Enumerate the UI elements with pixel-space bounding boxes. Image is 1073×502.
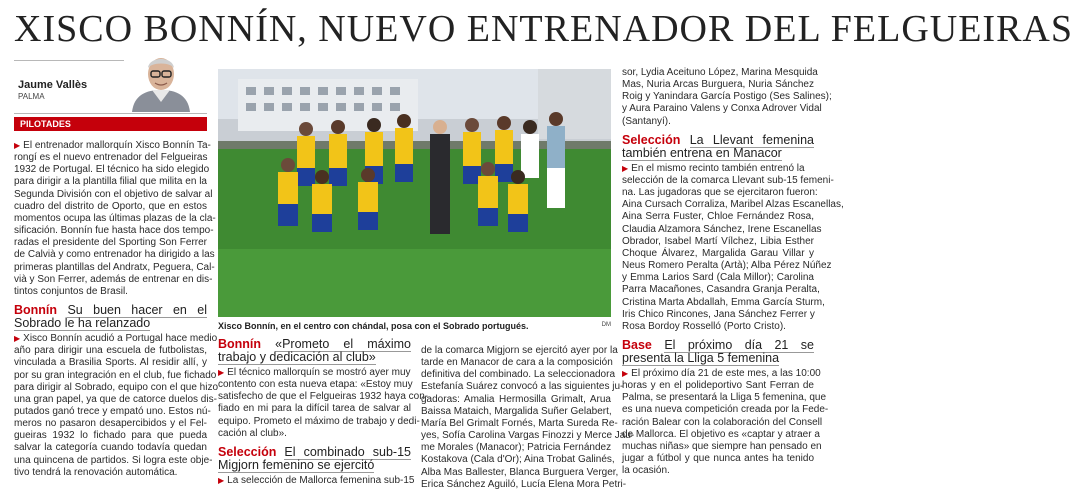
text-line: momentos ocupa las últimas plazas de la cla- [14,212,216,224]
text-line: y Emma Larios Sard (Cala Millor); Carolina [622,272,814,284]
text-line: vinculada a Brasilia Sports. Al residir allí, y [14,357,207,369]
text-line: Estefanía Suárez convocó a las siguientes ju- [421,381,624,393]
text-line: putados ganó trece y empató uno. Estos nú- [14,405,211,417]
body-paragraph [622,67,832,128]
text-line: Baissa Mataich, Margalida Suñer Gelabert, [421,405,612,417]
text-line: Obrador, Isabel Martí Vílchez, Libia Esther [622,235,814,247]
bullet-triangle-icon: ▶ [14,141,21,150]
subheading: Selección La Llevant femenina también entrena en Manacor [622,132,814,160]
bullet-triangle-icon: ▶ [218,475,225,485]
text-line: Aina Serra Fuster, Chloe Fernández Rosa, [622,211,814,223]
column-1 [14,140,219,479]
text-line: satisfecho de que el Felgueiras 1932 haya con- [218,391,429,403]
text-line: Parra Macañones, Casandra Granja Peralta, [622,284,820,296]
text-line: Segunda División con el objetivo de salvar al [14,188,213,200]
text-line: Aina Cursach Corraliza, Maribel Alzas Escanellas, [622,199,844,211]
text-line: primeras plantillas del Andratx, Peguera, Cal- [14,261,215,273]
text-line: radas el presidente del Sporting Son Ferrer [14,237,207,249]
text-line: selección de la comarca Llevant sub-15 femeni- [622,174,834,186]
text-line: salvar la categoría cuando todavía quedan [14,442,207,454]
subheading: Bonnín «Prometo el máximo trabajo y dedicación al club» [218,337,411,364]
text-line: El técnico mallorquín se mostró ayer muy [227,367,411,378]
author-location: PALMA [18,92,45,101]
text-line: vià y Son Ferrer, además de entrenar en dis- [14,273,213,285]
text-line: El entrenador mallorquín Xisco Bonnín Ta- [23,140,211,151]
text-line: El próximo día 21 de este mes, a las 10:00 [631,367,821,379]
text-line: jugar a fútbol y que nunca antes ha tenido [622,453,814,465]
bullet-triangle-icon: ▶ [622,368,629,378]
text-line: gueiras 1932 lo fichado para que pueda [14,430,207,442]
text-line: tivo tendrá la renovación automática. [14,466,178,478]
text-line: na. Las jugadoras que se ejercitaron fueron: [622,187,818,199]
text-line: La selección de Mallorca femenina sub-15 [227,474,415,486]
text-line: muchas niñas» que siempre han pensado en [622,440,822,452]
photo-caption: Xisco Bonnín, en el centro con chándal, posa con el Sobrado portugués. [218,321,529,331]
text-line: meros no pasaron desapercibidos y el Fel- [14,418,207,430]
text-line: definitiva del combinado. La seleccionadora [421,369,616,381]
text-line: una gran papel, ya que de catorce duelos dis- [14,393,217,405]
subheading: Bonnín Su buen hacer en el Sobrado le ha relanzado [14,303,207,331]
text-line: ración Balear con la colaboración del Consell [622,416,823,428]
text-line: una quincena de partidos. Si logra este obje- [14,454,213,466]
intro-paragraph [14,140,216,298]
text-line: yes, Sofía Carolina Vargas Finozzi y Merce Jau- [421,430,635,442]
text-line: tintos conjuntos de Brasil. [14,285,128,297]
text-line: de la comarca Migjorn se ejercitó ayer por la [421,345,618,356]
text-line: Mas, Nuria Arcas Burguera, Nuria Sánchez [622,79,814,91]
text-line: sor, Lydia Aceituno López, Marina Mesquida [622,67,818,78]
text-line: Iris Chico Rincones, Jana Sánchez Ferrer y [622,308,815,320]
text-line: me Morales (Manacor); Patricia Fernández [421,442,612,454]
text-line: de Mallorca. El objetivo es «captar y atraer a [622,428,820,440]
bullet-triangle-icon: ▶ [218,368,225,377]
text-line: para dirigir a la plantilla filial que milita en la [14,176,207,188]
text-line: cación al club». [218,427,287,439]
subheading: Selección El combinado sub-15 Migjorn femenino se ejercitó [218,444,411,472]
text-line: Roig y Yanindara García Postigo (Ses Salines); [622,91,832,103]
text-line: cuadro del distrito de Oporto, que en estos [14,200,207,212]
text-line: fiado en mi para la difícil tarea de salvar al [218,403,411,415]
text-line: 1932 de Portugal. El técnico ha sido elegido [14,164,210,176]
text-line: sificación. Bonnín fue hasta hace dos tempo- [14,225,214,237]
body-paragraph [218,474,415,487]
text-line: año para dirigir una escuela de futbolistas, [14,345,207,357]
text-line: por su gran integración en el club, fue fichado [14,369,217,381]
bullet-triangle-icon: ▶ [14,334,21,344]
team-photo [218,69,611,317]
text-line: Erica Sánchez Aguiló, Lucía Elena Mora Petri- [421,478,627,490]
text-line: Claudia Alzamora Sánchez, Irene Escanellas [622,223,822,235]
text-line: Xisco Bonnín acudió a Portugal hace medio [23,333,218,345]
text-line: rongí es el nuevo entrenador del Felgueiras [14,152,208,164]
text-line: equipo. Prometo el máximo de trabajo y dedi- [218,415,420,427]
text-line: Rosa Bordoy Rosselló (Porto Cristo). [622,320,786,332]
body-paragraph [421,345,635,491]
text-line: para dirigir al Sobrado, equipo con el que hizo [14,381,219,393]
text-line: Choque Álvarez, Margalida Garau Villar y [622,247,814,259]
text-line: (Santanyí). [622,115,671,127]
author-name: Jaume Vallès [18,79,88,91]
text-line: horas y en el polideportivo Sant Ferran de [622,380,814,392]
divider [14,113,207,114]
text-line: contento con esta nueva etapa: «Estoy muy [218,379,413,391]
text-line: gadoras: Amalia Hermosilla Grimalt, Arua [421,393,611,405]
text-line: Palma, se presentará la Lliga 5 femenina, que [622,392,827,404]
section-label: PILOTADES [14,117,207,131]
author-photo [124,50,198,112]
text-line: Cristina Marta Abdallah, Emma García Sturm, [622,296,825,308]
text-line: de Calvià y como entrenador ha dirigido a las [14,249,215,261]
text-line: Kostakova (Cala d'Or); Aina Trobat Galinés, [421,454,615,466]
subheading: Base El próximo día 21 se presenta la Lliga 5 femenina [622,337,814,365]
text-line: la ocasión. [622,465,670,477]
photo-credit: DM [601,322,611,328]
bullet-triangle-icon: ▶ [622,163,629,173]
headline: XISCO BONNÍN, NUEVO ENTRENADOR DEL FELGUEIRAS [14,8,1073,50]
body-paragraph [218,367,429,440]
column-2 [218,337,429,487]
text-line: tarde en Manacor de cara a la composición [421,357,613,369]
text-line: y Aura Paraino Valens y Conxa Adrover Vidal [622,103,822,115]
body-paragraph [622,162,844,333]
body-paragraph [622,367,829,477]
text-line: En el mismo recinto también entrenó la [631,162,805,174]
column-4 [622,67,844,477]
body-paragraph [14,333,219,479]
text-line: es una nueva competición creada por la Fede- [622,404,829,416]
text-line: Neus Romero Peralta (Artà); Alba Pérez Núñez [622,260,832,272]
text-line: Alba Mas Ballester, Blanca Burguera Verger, [421,466,619,478]
column-3 [421,345,635,491]
text-line: María Bel Grimalt Fornés, Marta Sureda Re- [421,417,618,429]
